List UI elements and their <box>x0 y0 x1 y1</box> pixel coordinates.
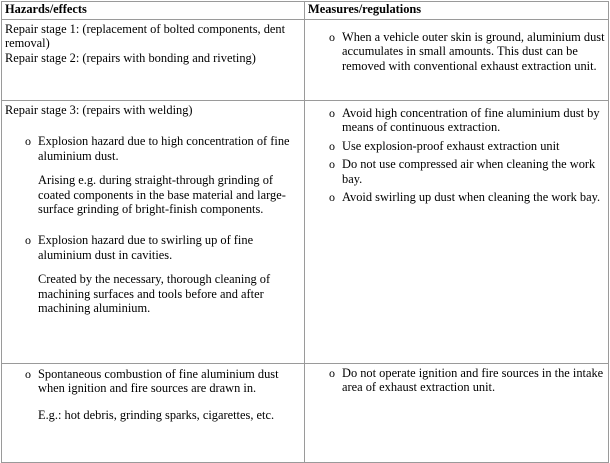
measure-text: Avoid swirling up dust when cleaning the work bay. <box>342 190 601 205</box>
measure-text: Do not use compressed air when cleaning the work bay. <box>342 157 596 186</box>
hazard-detail-text: E.g.: hot debris, grinding sparks, cigarettes, etc. <box>38 407 275 422</box>
hazards-cell <box>2 20 305 101</box>
hazards-measures-table <box>1 1 609 463</box>
hazard-item <box>5 233 301 262</box>
measure-item <box>308 366 605 395</box>
repair-stage-3-text: Repair stage 3: (repairs with welding) <box>5 103 193 117</box>
hazard-detail-text: Arising e.g. during straight-through grinding of coated components in the base material and large-surface grinding of bright-finish components. <box>38 173 286 217</box>
hazard-text: Spontaneous combustion of fine aluminium dust when ignition and fire sources are drawn in. <box>38 367 279 396</box>
hazards-cell <box>2 101 305 364</box>
bullet-circle-icon: o <box>329 138 335 153</box>
header-measures-regulations: Measures/regulations <box>305 2 609 20</box>
table-row <box>2 101 609 364</box>
hazard-detail-text: Created by the necessary, thorough cleaning of machining surfaces and tools before and after machining aluminium. <box>38 272 271 316</box>
hazard-item <box>5 367 301 396</box>
measure-item <box>308 139 605 153</box>
measure-item <box>308 190 605 204</box>
measure-text: Avoid high concentration of fine aluminium dust by means of continuous extraction. <box>342 106 600 135</box>
bullet-circle-icon: o <box>329 30 335 44</box>
table-header-row <box>2 2 609 20</box>
measure-text: When a vehicle outer skin is ground, aluminium dust accumulates in small amounts. This dust can be removed with conventional exhaust extraction unit. <box>342 30 605 73</box>
measures-cell <box>305 101 609 364</box>
bullet-circle-icon: o <box>25 367 31 381</box>
measure-item <box>308 30 605 73</box>
measures-cell <box>305 20 609 101</box>
hazard-text: Explosion hazard due to high concentration of fine aluminium dust. <box>38 134 290 163</box>
measures-cell <box>305 364 609 463</box>
bullet-circle-icon: o <box>329 366 335 380</box>
bullet-circle-icon: o <box>329 106 335 120</box>
hazards-cell <box>2 364 305 463</box>
repair-stage-2-text: Repair stage 2: (repairs with bonding and riveting) <box>5 50 256 65</box>
table-row <box>2 20 609 101</box>
measure-text: Use explosion-proof exhaust extraction unit <box>342 138 560 153</box>
bullet-circle-icon: o <box>25 134 31 149</box>
hazard-item <box>5 134 301 163</box>
bullet-circle-icon: o <box>25 233 31 248</box>
table-row <box>2 364 609 463</box>
hazard-text: Explosion hazard due to swirling up of fine aluminium dust in cavities. <box>38 233 254 262</box>
repair-stage-1-text: Repair stage 1: (replacement of bolted components, dent removal) <box>5 22 286 51</box>
bullet-circle-icon: o <box>329 157 335 172</box>
measure-text: Do not operate ignition and fire sources in the intake area of exhaust extraction unit. <box>342 366 604 395</box>
header-hazards-effects: Hazards/effects <box>2 2 305 20</box>
measure-item <box>308 157 605 186</box>
measure-item <box>308 106 605 135</box>
bullet-circle-icon: o <box>329 190 335 205</box>
